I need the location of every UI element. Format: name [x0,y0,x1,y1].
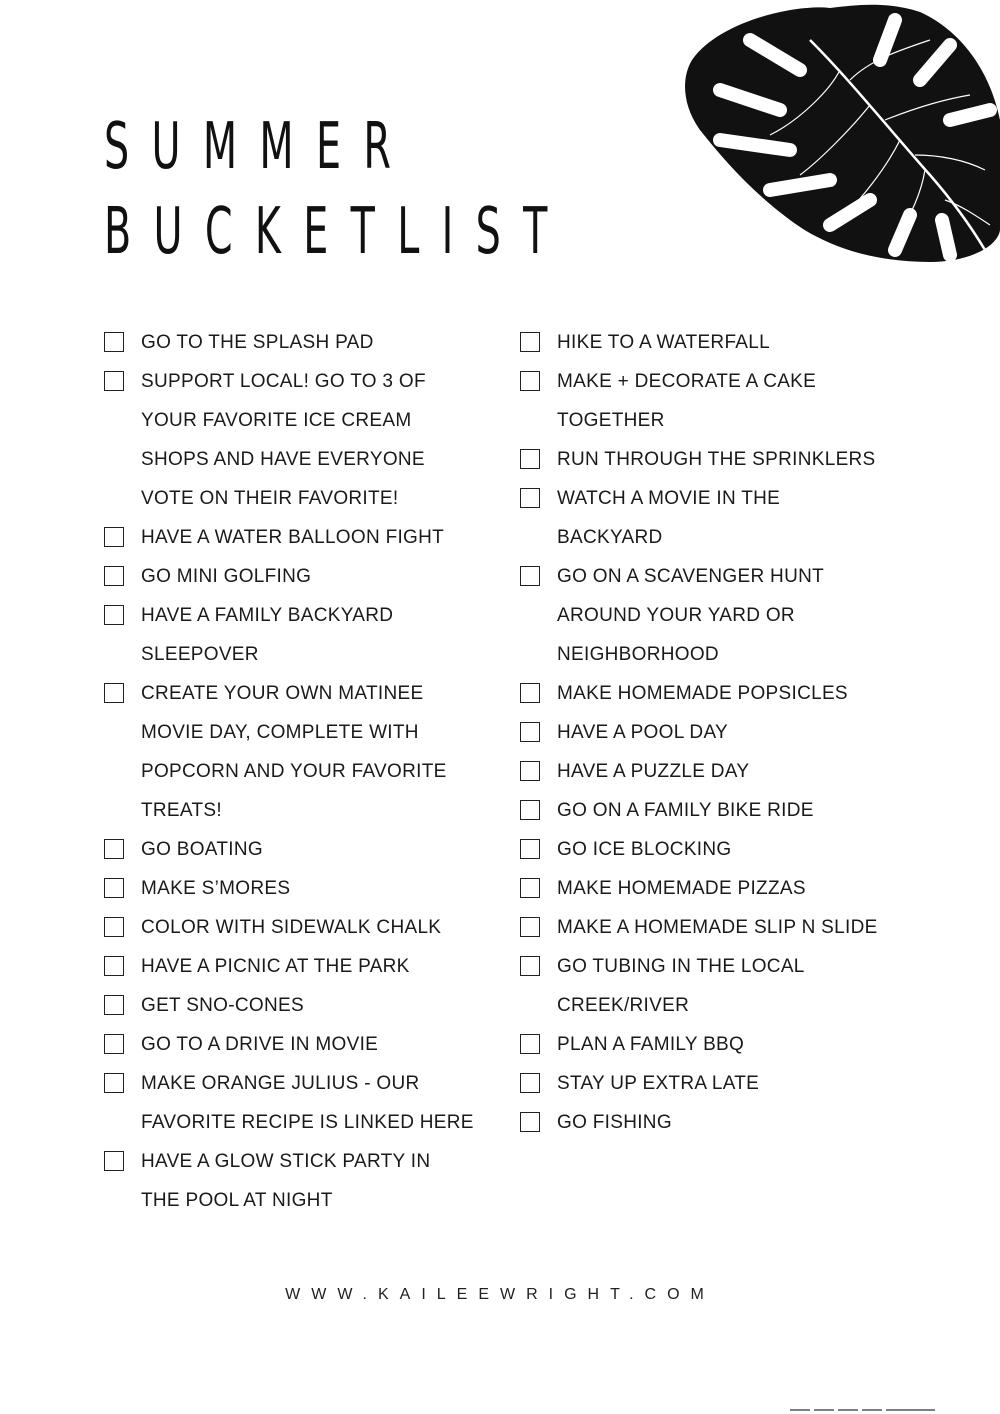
list-item [104,869,504,908]
item-label: HAVE A WATER BALLOON FIGHT [141,527,445,548]
item-label: HAVE A PUZZLE DAY [557,761,750,782]
bucketlist-left-column [104,323,504,1220]
item-label: GO MINI GOLFING [141,566,312,587]
checkbox-icon[interactable] [520,956,540,976]
checkbox-icon[interactable] [104,527,124,547]
item-label: RUN THROUGH THE SPRINKLERS [557,449,876,470]
checkbox-icon[interactable] [104,995,124,1015]
monstera-leaf-icon [680,0,1000,270]
checkbox-icon[interactable] [104,1073,124,1093]
list-item [520,1103,940,1142]
item-label: COLOR WITH SIDEWALK CHALK [141,917,442,938]
item-label: GO BOATING [141,839,263,860]
item-label: GO ON A SCAVENGER HUNT AROUND YOUR YARD OR NEIGHBORHOOD [557,566,825,665]
item-label: MAKE S’MORES [141,878,291,899]
checkbox-icon[interactable] [520,1073,540,1093]
title-summer: SUMMER [104,110,414,184]
item-label: MAKE ORANGE JULIUS - OUR FAVORITE RECIPE IS LINKED HERE [141,1073,474,1133]
checkbox-icon[interactable] [520,488,540,508]
item-label: CREATE YOUR OWN MATINEE MOVIE DAY, COMPLETE WITH POPCORN AND YOUR FAVORITE TREATS! [141,683,447,821]
item-label: GO TUBING IN THE LOCAL CREEK/RIVER [557,956,805,1016]
checkbox-icon[interactable] [104,605,124,625]
item-label: HAVE A GLOW STICK PARTY IN THE POOL AT NIGHT [141,1151,431,1211]
list-item [104,674,504,830]
checkbox-icon[interactable] [520,332,540,352]
list-item [104,557,504,596]
list-item [520,791,940,830]
item-label: MAKE A HOMEMADE SLIP N SLIDE [557,917,878,938]
list-item [104,908,504,947]
checkbox-icon[interactable] [104,917,124,937]
checkbox-icon[interactable] [520,722,540,742]
item-label: HAVE A POOL DAY [557,722,728,743]
list-item [520,440,940,479]
checkbox-icon[interactable] [104,371,124,391]
checkbox-icon[interactable] [104,1034,124,1054]
item-label: SUPPORT LOCAL! GO TO 3 OF YOUR FAVORITE ICE CREAM SHOPS AND HAVE EVERYONE VOTE ON THEIR FAVORITE! [141,371,426,509]
item-label: GO TO THE SPLASH PAD [141,332,374,353]
item-label: PLAN A FAMILY BBQ [557,1034,745,1055]
checkbox-icon[interactable] [520,1034,540,1054]
list-item [520,557,940,674]
item-label: MAKE HOMEMADE POPSICLES [557,683,848,704]
item-label: GO FISHING [557,1112,672,1133]
checkbox-icon[interactable] [520,449,540,469]
checkbox-icon[interactable] [104,839,124,859]
list-item [104,986,504,1025]
item-label: GET SNO-CONES [141,995,304,1016]
checkbox-icon[interactable] [520,683,540,703]
checkbox-icon[interactable] [520,1112,540,1132]
checkbox-icon[interactable] [520,839,540,859]
list-item [104,323,504,362]
list-item [520,869,940,908]
list-item [520,947,940,1025]
item-label: GO ICE BLOCKING [557,839,732,860]
item-label: MAKE + DECORATE A CAKE TOGETHER [557,371,817,431]
list-item [104,830,504,869]
list-item [520,713,940,752]
list-item [520,362,940,440]
list-item [104,596,504,674]
list-item [104,362,504,518]
list-item [104,947,504,986]
list-item [520,479,940,557]
list-item [104,1142,504,1220]
checkbox-icon[interactable] [104,566,124,586]
list-item [520,908,940,947]
checkbox-icon[interactable] [104,1151,124,1171]
list-item [104,1025,504,1064]
checkbox-icon[interactable] [520,800,540,820]
title-bucketlist: BUCKETLIST [104,195,570,269]
checkbox-icon[interactable] [104,956,124,976]
bucketlist-right-column [520,323,940,1142]
website-footer[interactable]: WWW.KAILEEWRIGHT.COM [285,1286,715,1303]
item-label: HAVE A PICNIC AT THE PARK [141,956,410,977]
checkbox-icon[interactable] [520,878,540,898]
item-label: MAKE HOMEMADE PIZZAS [557,878,806,899]
list-item [520,674,940,713]
checkbox-icon[interactable] [104,683,124,703]
checkbox-icon[interactable] [520,371,540,391]
checkbox-icon[interactable] [520,917,540,937]
item-label: WATCH A MOVIE IN THE BACKYARD [557,488,781,548]
list-item [520,1025,940,1064]
decorative-dash-marks [790,1408,935,1412]
checkbox-icon[interactable] [520,761,540,781]
checkbox-icon[interactable] [520,566,540,586]
list-item [520,752,940,791]
item-label: HIKE TO A WATERFALL [557,332,771,353]
list-item [104,518,504,557]
list-item [520,1064,940,1103]
item-label: HAVE A FAMILY BACKYARD SLEEPOVER [141,605,394,665]
item-label: STAY UP EXTRA LATE [557,1073,760,1094]
list-item [520,323,940,362]
checkbox-icon[interactable] [104,878,124,898]
list-item [520,830,940,869]
list-item [104,1064,504,1142]
item-label: GO TO A DRIVE IN MOVIE [141,1034,379,1055]
item-label: GO ON A FAMILY BIKE RIDE [557,800,814,821]
checkbox-icon[interactable] [104,332,124,352]
